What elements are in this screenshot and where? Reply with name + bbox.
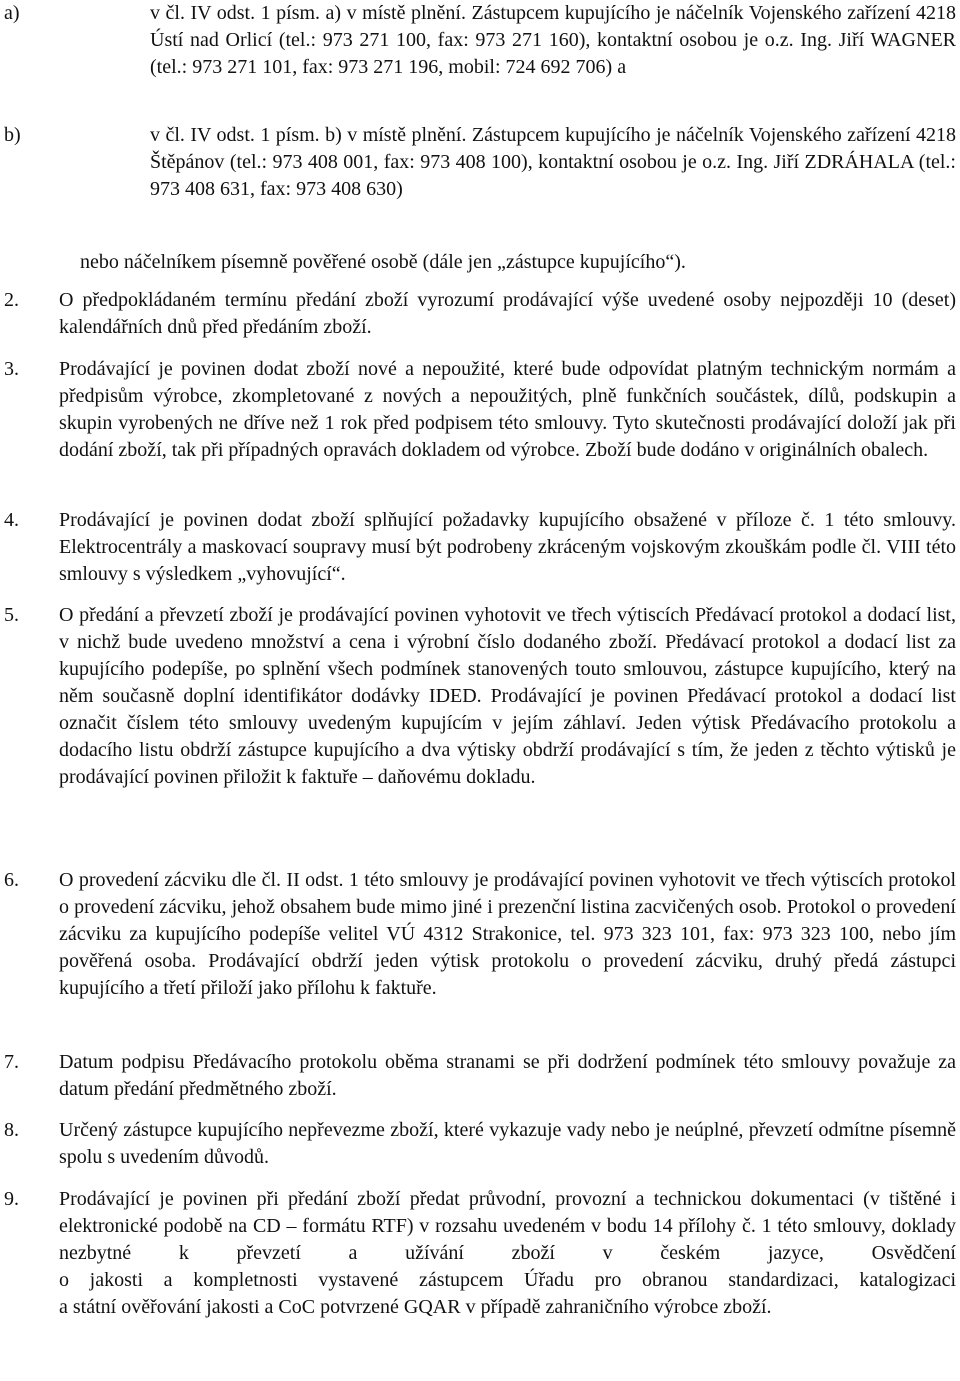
clause-number: 4. <box>4 509 19 531</box>
clause-number: 2. <box>4 289 19 311</box>
clause-text: Prodávající je povinen dodat zboží splňující požadavky kupujícího obsažené v příloze č. 1 této smlouvy. Elektrocentrály a maskovací soupravy musí být podrobeny zkráceným vojskovým zkouškám podle čl. VIII této smlouvy s výsledkem „vyhovující“. <box>59 509 956 585</box>
clause-text: O předpokládaném termínu předání zboží vyrozumí prodávající výše uvedené osoby nejpozději 10 (deset) kalendářních dnů před předáním zboží. <box>59 289 956 338</box>
subitem-text: v čl. IV odst. 1 písm. a) v místě plnění. Zástupcem kupujícího je náčelník Vojenského zařízení 4218 Ústí nad Orlicí (tel.: 973 271 100, fax: 973 271 160), kontaktní osobou je o.z. Ing. Jiří WAGNER (tel.: 973 271 101, fax: 973 271 196, mobil: 724 692 706) a <box>150 2 956 78</box>
clause-text <box>59 1186 956 1321</box>
clause-9-line-3: a státní ověřování jakosti a CoC potvrzené GQAR v případě zahraničního výrobce zboží. <box>59 1296 772 1318</box>
clause-text: Prodávající je povinen dodat zboží nové a nepoužité, které bude odpovídat platným technickým normám a předpisům výrobce, zkompletované z nových a nepoužitých, plně funkčních součástek, dílů, podskupin a skupin vyrobených ne dříve než 1 rok před podpisem této smlouvy. Tyto skutečnosti prodávající doloží jak při dodání zboží, tak při případných opravách dokladem od výrobce. Zboží bude dodáno v originálních obalech. <box>59 358 956 461</box>
clause-text: O předání a převzetí zboží je prodávající povinen vyhotovit ve třech výtiscích Předávací protokol a dodací list, v nichž bude uvedeno množství a cena i výrobní číslo dodaného zboží. Předávací protokol a dodací list za kupujícího podepíše, po splnění všech podmínek stanovených touto smlouvou, zástupce kupujícího, který na něm současně doplní identifikátor dodávky IDED. Prodávající je povinen Předávací protokol a dodací list označit číslem této smlouvy uvedeným kupujícím v jejím záhlaví. Jeden výtisk Předávacího protokolu a dodacího listu obdrží zástupce kupujícího a dva výtisky obdrží prodávající s tím, že jeden z těchto výtisků je prodávající povinen přiložit k faktuře – daňovému dokladu. <box>59 604 956 788</box>
clause-number: 6. <box>4 869 19 891</box>
subitem-text: v čl. IV odst. 1 písm. b) v místě plnění. Zástupcem kupujícího je náčelník Vojenského zařízení 4218 Štěpánov (tel.: 973 408 001, fax: 973 408 100), kontaktní osobou je o.z. Ing. Jiří ZDRÁHALA (tel.: 973 408 631, fax: 973 408 630) <box>150 124 956 200</box>
clause-number: 7. <box>4 1051 19 1073</box>
subitem-label: a) <box>4 2 20 24</box>
clause-text: Určený zástupce kupujícího nepřevezme zboží, které vykazuje vady nebo je neúplné, převzetí odmítne písemně spolu s uvedením důvodů. <box>59 1119 956 1168</box>
clause-number: 3. <box>4 358 19 380</box>
clause-text: O provedení zácviku dle čl. II odst. 1 této smlouvy je prodávající povinen vyhotovit ve třech výtiscích protokol o provedení zácviku, jehož obsahem bude mimo jiné i prezenční listina zacvičených osob. Protokol o provedení zácviku za kupujícího podepíše velitel VÚ 4312 Strakonice, tel. 973 323 101, fax: 973 323 100, nebo jím pověřená osoba. Prodávající obdrží jeden výtisk protokolu o provedení zácviku, druhý předá zástupci kupujícího a třetí přiloží jako přílohu k faktuře. <box>59 869 956 999</box>
clause-number: 5. <box>4 604 19 626</box>
clause-text: Datum podpisu Předávacího protokolu oběma stranami se při dodržení podmínek této smlouvy považuje za datum předání předmětného zboží. <box>59 1051 956 1100</box>
subitem-label: b) <box>4 124 21 146</box>
clause-9-line-1: Prodávající je povinen při předání zboží předat průvodní, provozní a technickou dokumentaci (v tištěné i elektronické podobě na CD – formátu RTF) v rozsahu uvedeném v bodu 14 přílohy č. 1 této smlouvy, doklady nezbytné k převzetí a užívání zboží v českém jazyce, Osvědčení <box>59 1188 956 1264</box>
clause-number: 9. <box>4 1188 19 1210</box>
clause-9-line-2: o jakosti a kompletnosti vystavené zástupcem Úřadu pro obranou standardizaci, katalogizaci <box>59 1269 956 1291</box>
representative-note: nebo náčelníkem písemně pověřené osobě (dále jen „zástupce kupujícího“). <box>80 251 686 273</box>
clause-number: 8. <box>4 1119 19 1141</box>
